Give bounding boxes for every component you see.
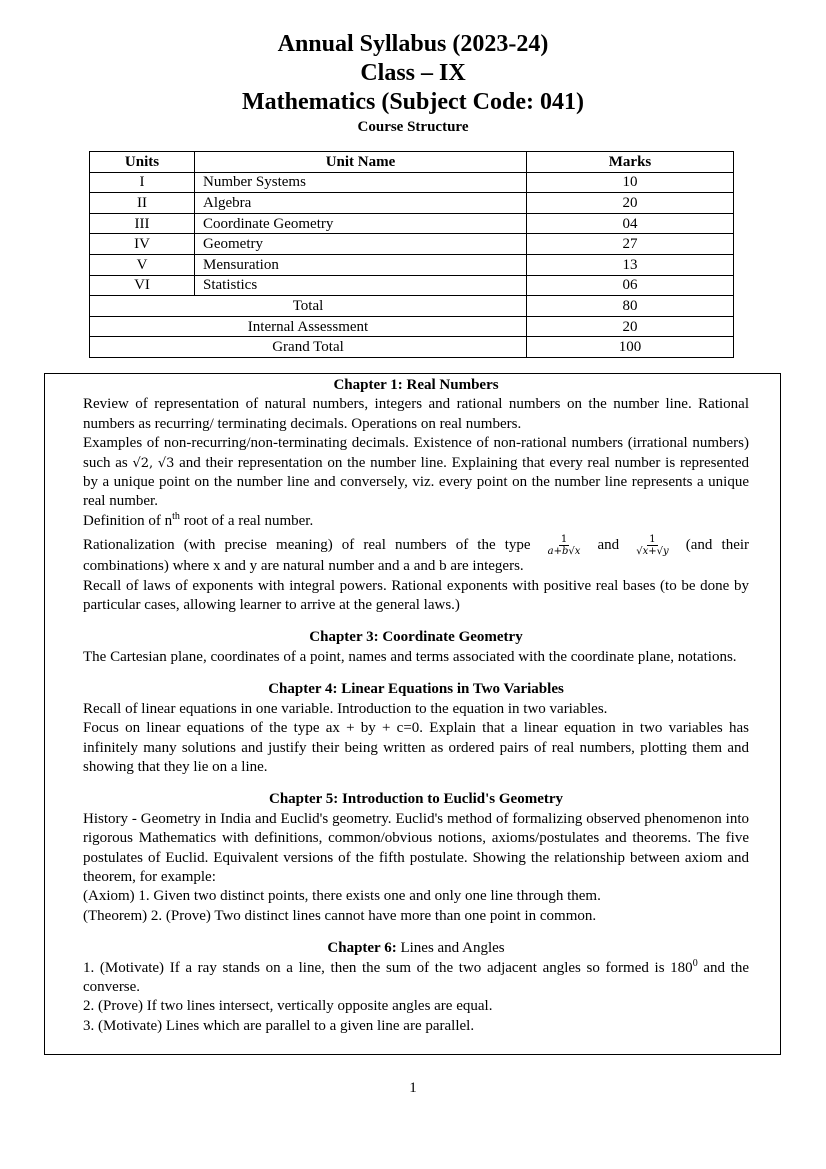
syllabus-content-box bbox=[44, 373, 781, 1055]
chapter-1-para-5: Recall of laws of exponents with integral powers. Rational exponents with positive real bases (to be done by particular cases, allowing learner to arrive at the general laws.) bbox=[83, 577, 749, 614]
text-span: Definition of n bbox=[83, 512, 173, 529]
spacer bbox=[83, 667, 749, 680]
chapter-4-para-1: Recall of linear equations in one variable. Introduction to the equation in two variables. bbox=[83, 700, 608, 717]
superscript-degree: 0 bbox=[692, 957, 698, 969]
chapter-6-para-2: 2. (Prove) If two lines intersect, vertically opposite angles are equal. bbox=[83, 998, 493, 1015]
chapter-4-para-2: Focus on linear equations of the type ax + by + c=0. Explain that a linear equation in two variables has infinitely many solutions and justify their being written as ordered pairs of real numbers, plotting them and showing that they lie on a line. bbox=[83, 720, 749, 775]
table-header-row bbox=[90, 152, 734, 173]
text-span: and bbox=[597, 537, 620, 554]
table-row bbox=[90, 172, 734, 193]
text-span: Examples of non-recurring/non-terminating decimals. Existence of non-rational numbers (irrational numbers) such as bbox=[83, 435, 749, 471]
unit-cell: V bbox=[90, 254, 195, 275]
header-units: Units bbox=[90, 152, 195, 173]
class-title: Class – IX bbox=[360, 60, 466, 86]
text-span: and the converse. bbox=[83, 959, 750, 995]
table-row bbox=[90, 193, 734, 214]
fraction-numerator: 1 bbox=[560, 534, 568, 546]
grand-total-marks: 100 bbox=[527, 337, 734, 358]
chapter-5-para-1: History - Geometry in India and Euclid's geometry. Euclid's method of formalizing observed phenomenon into rigorous Mathematics with definitions, common/obvious notions, axioms/postulates and theorems. The five postulates of Euclid. Equivalent versions of the fifth postulate. Showing the relationship between axiom and theorem, for example: bbox=[83, 810, 749, 885]
marks-cell: 10 bbox=[527, 172, 734, 193]
text-span: (and their combinations) where x and y are natural number and a and b are integers. bbox=[83, 537, 750, 575]
syllabus-title: Annual Syllabus (2023-24) bbox=[277, 31, 549, 57]
chapter-5-para-3: (Theorem) 2. (Prove) Two distinct lines cannot have more than one point in common. bbox=[83, 907, 597, 924]
unit-cell: II bbox=[90, 193, 195, 214]
table-row bbox=[90, 254, 734, 275]
marks-cell: 06 bbox=[527, 275, 734, 296]
text-span: and their representation on the number line. Explaining that every real number is represented by a unique point on the number line and conversely, viz. every point on the number line represents a unique real number. bbox=[83, 454, 749, 510]
total-row bbox=[90, 296, 734, 317]
unit-cell: I bbox=[90, 172, 195, 193]
chapter-5-title: Chapter 5: Introduction to Euclid's Geometry bbox=[268, 791, 564, 808]
chapter-6-label: Chapter 6: bbox=[327, 940, 397, 957]
text-span: 1. (Motivate) If a ray stands on a line, then the sum of the two adjacent angles so formed is 180 bbox=[83, 959, 693, 976]
unit-cell: VI bbox=[90, 275, 195, 296]
chapter-1-para-1: Review of representation of natural numbers, integers and rational numbers on the number line. Rational numbers as recurring/ terminating decimals. Operations on real numbers. bbox=[83, 396, 749, 432]
fraction-denominator: a+b√x bbox=[547, 546, 581, 558]
sqrt-2: √2, bbox=[132, 455, 154, 471]
unit-name-cell: Number Systems bbox=[195, 172, 527, 193]
spacer bbox=[83, 615, 749, 628]
total-marks: 80 bbox=[527, 296, 734, 317]
unit-name-cell: Geometry bbox=[195, 234, 527, 255]
chapter-6-para-3: 3. (Motivate) Lines which are parallel to a given line are parallel. bbox=[83, 1017, 475, 1034]
internal-assessment-row bbox=[90, 316, 734, 337]
unit-name-cell: Mensuration bbox=[195, 254, 527, 275]
chapter-6-name: Lines and Angles bbox=[400, 940, 505, 957]
internal-assessment-marks: 20 bbox=[527, 316, 734, 337]
marks-cell: 20 bbox=[527, 193, 734, 214]
spacer bbox=[83, 926, 749, 939]
grand-total-row bbox=[90, 337, 734, 358]
course-structure-table bbox=[89, 151, 734, 358]
chapter-4-title: Chapter 4: Linear Equations in Two Variables bbox=[268, 681, 564, 698]
chapter-1-para-4 bbox=[83, 534, 749, 576]
text-span: root of a real number. bbox=[183, 512, 314, 529]
page-number: 1 bbox=[409, 1080, 417, 1096]
table-row bbox=[90, 275, 734, 296]
fraction-1 bbox=[546, 534, 583, 557]
chapter-6-title bbox=[83, 939, 749, 958]
chapter-5-para-2: (Axiom) 1. Given two distinct points, there exists one and only one line through them. bbox=[83, 888, 601, 905]
internal-assessment-label: Internal Assessment bbox=[90, 316, 527, 337]
unit-cell: III bbox=[90, 213, 195, 234]
marks-cell: 27 bbox=[527, 234, 734, 255]
table-row bbox=[90, 234, 734, 255]
subject-title: Mathematics (Subject Code: 041) bbox=[242, 89, 584, 115]
chapter-1-title: Chapter 1: Real Numbers bbox=[333, 377, 499, 393]
chapter-6-para-1 bbox=[83, 959, 749, 998]
superscript-th: th bbox=[172, 510, 180, 522]
unit-name-cell: Algebra bbox=[195, 193, 527, 214]
table-row bbox=[90, 213, 734, 234]
chapter-3-para-1: The Cartesian plane, coordinates of a point, names and terms associated with the coordinate plane, notations. bbox=[83, 648, 737, 665]
header-unit-name: Unit Name bbox=[195, 152, 527, 173]
marks-cell: 13 bbox=[527, 254, 734, 275]
unit-cell: IV bbox=[90, 234, 195, 255]
fraction-numerator: 1 bbox=[649, 534, 656, 546]
course-structure-heading: Course Structure bbox=[357, 119, 469, 135]
fraction-denominator: √x+√y bbox=[636, 546, 669, 558]
unit-name-cell: Statistics bbox=[195, 275, 527, 296]
chapter-3-title: Chapter 3: Coordinate Geometry bbox=[309, 629, 523, 646]
page-header bbox=[0, 30, 826, 137]
spacer bbox=[83, 777, 749, 790]
chapter-1-para-3 bbox=[83, 512, 749, 531]
sqrt-3: √3 bbox=[157, 455, 175, 471]
fraction-2 bbox=[634, 534, 670, 557]
unit-name-cell: Coordinate Geometry bbox=[195, 213, 527, 234]
total-label: Total bbox=[90, 296, 527, 317]
marks-cell: 04 bbox=[527, 213, 734, 234]
text-span: Rationalization (with precise meaning) of real numbers of the type bbox=[83, 537, 531, 554]
chapter-1-para-2 bbox=[83, 434, 749, 512]
header-marks: Marks bbox=[527, 152, 734, 173]
grand-total-label: Grand Total bbox=[90, 337, 527, 358]
